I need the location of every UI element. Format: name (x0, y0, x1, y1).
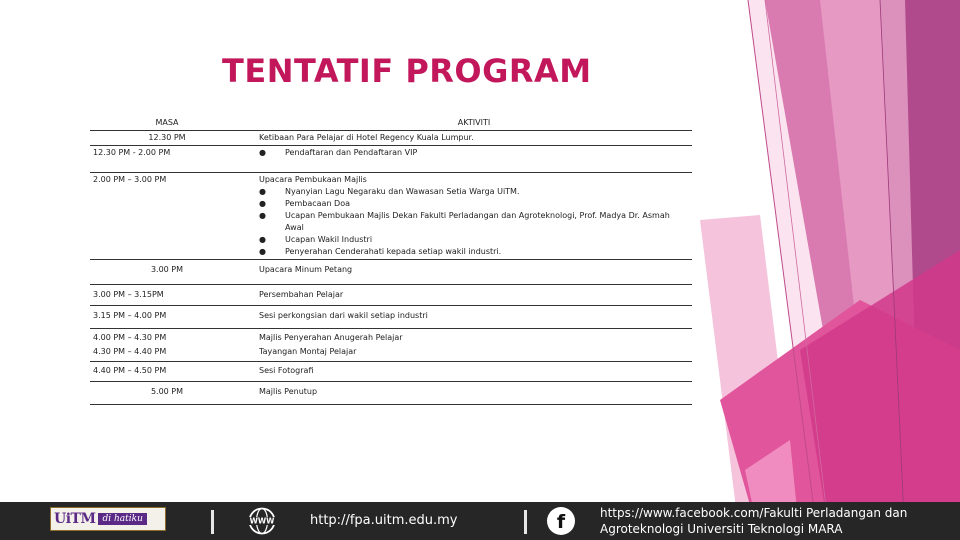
uitm-logo: UiTM di hatiku (50, 507, 166, 531)
table-row (90, 306, 692, 329)
row-time: 4.30 PM – 4.40 PM (93, 347, 167, 356)
divider (524, 510, 527, 534)
row-time: 3.00 PM – 3.15PM (90, 285, 244, 306)
row-activity: Persembahan Pelajar (256, 285, 692, 306)
www-globe-icon (244, 507, 280, 535)
table-row (90, 260, 692, 285)
bullet-icon: ● (259, 247, 266, 256)
row-activity: Majlis Penyerahan Anugerah Pelajar (256, 329, 692, 346)
bullet-icon: ● (259, 199, 266, 208)
list-item: ● Penyerahan Cenderahati kepada setiap wakil industri. (259, 247, 502, 256)
row-activity: Tayangan Montaj Pelajar (259, 347, 357, 356)
header-masa: MASA (90, 116, 244, 131)
svg-text:f: f (556, 511, 566, 533)
table-row (90, 285, 692, 306)
header-aktiviti: AKTIVITI (256, 116, 692, 131)
row-activity: Sesi Fotografi (256, 362, 692, 382)
row-time: 5.00 PM (90, 382, 244, 405)
table-row (90, 362, 692, 382)
table-row (90, 382, 692, 405)
row-time: 4.40 PM – 4.50 PM (90, 362, 244, 382)
list-item: ● Pendaftaran dan Pendaftaran VIP (259, 148, 418, 157)
facebook-link[interactable]: https://www.facebook.com/Fakulti Perladangan dan Agroteknologi Universiti Teknologi MARA (600, 506, 908, 536)
facebook-icon[interactable] (544, 506, 578, 536)
row-time: 12.30 PM - 2.00 PM (90, 146, 244, 173)
list-item: ● Ucapan Pembukaan Majlis Dekan Fakulti Perladangan dan Agroteknologi, Prof. Madya Dr. Asmah Awal (259, 211, 670, 232)
table-header (90, 116, 692, 131)
table-row (90, 146, 692, 173)
bullet-icon: ● (259, 235, 266, 244)
row-activity: Upacara Pembukaan Majlis (259, 175, 367, 184)
svg-text:WWW: WWW (249, 516, 275, 526)
list-item: ● Nyanyian Lagu Negaraku dan Wawasan Setia Warga UiTM. (259, 187, 520, 196)
table-row (90, 131, 692, 146)
table-row (90, 329, 692, 346)
table-row (90, 345, 692, 362)
page-title: TENTATIF PROGRAM (222, 52, 592, 90)
table-row (90, 173, 692, 260)
row-activity: Majlis Penutup (256, 382, 692, 405)
row-time: 12.30 PM (148, 133, 186, 142)
bullet-icon: ● (259, 187, 266, 196)
row-time: 4.00 PM – 4.30 PM (90, 329, 244, 346)
row-activity: Upacara Minum Petang (256, 260, 692, 285)
bullet-icon: ● (259, 148, 266, 157)
website-link[interactable]: http://fpa.uitm.edu.my (310, 513, 458, 528)
list-item: ● Ucapan Wakil Industri (259, 235, 373, 244)
program-table (90, 116, 692, 405)
bullet-icon: ● (259, 211, 266, 220)
divider (211, 510, 214, 534)
row-time: 2.00 PM – 3.00 PM (90, 173, 244, 260)
row-activity: Sesi perkongsian dari wakil setiap industri (256, 306, 692, 329)
row-activity: Ketibaan Para Pelajar di Hotel Regency Kuala Lumpur. (259, 133, 474, 142)
list-item: ● Pembacaan Doa (259, 199, 351, 208)
row-time: 3.15 PM – 4.00 PM (90, 306, 244, 329)
row-time: 3.00 PM (90, 260, 244, 285)
